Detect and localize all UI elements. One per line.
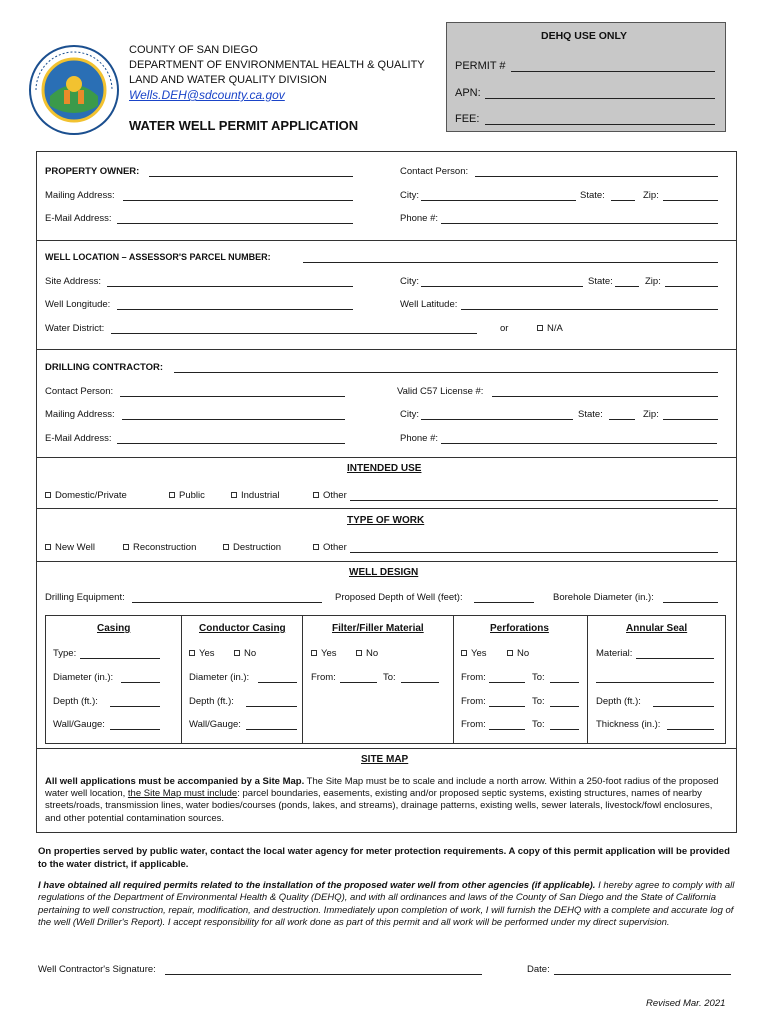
proposed-depth-field[interactable] bbox=[474, 602, 534, 603]
license-label: Valid C57 License #: bbox=[397, 386, 484, 397]
site-state-field[interactable] bbox=[615, 286, 639, 287]
dehq-use-only-box bbox=[446, 22, 726, 132]
owner-mailing-field[interactable] bbox=[123, 200, 353, 201]
owner-phone-field[interactable] bbox=[441, 223, 718, 224]
divider bbox=[36, 349, 737, 350]
filter-no-label: No bbox=[366, 648, 379, 659]
property-owner-label: PROPERTY OWNER: bbox=[45, 166, 140, 177]
proposed-depth-label: Proposed Depth of Well (feet): bbox=[335, 592, 463, 603]
site-city-field[interactable] bbox=[421, 286, 583, 287]
department-name: DEPARTMENT OF ENVIRONMENTAL HEALTH & QUALITY bbox=[129, 59, 425, 71]
annular-thickness-field[interactable] bbox=[667, 729, 714, 730]
permit-label: PERMIT # bbox=[455, 60, 506, 72]
conductor-yes-checkbox[interactable] bbox=[189, 648, 215, 659]
longitude-label: Well Longitude: bbox=[45, 299, 111, 310]
site-map-text-2: : parcel boundaries, easements, existing and/or proposed septic systems, existing structures, names of nearby streets/roads, transmission lines, water bodies/courses (ponds, lakes, and streams), drainage patterns, existing wells, sewer laterals, livestock/fowl enclosures, and other potential contamination sources. bbox=[45, 788, 713, 824]
intended-use-title: INTENDED USE bbox=[347, 463, 422, 474]
public-checkbox[interactable] bbox=[169, 490, 205, 501]
owner-email-label: E-Mail Address: bbox=[45, 213, 112, 224]
owner-city-field[interactable] bbox=[421, 200, 576, 201]
contractor-email-field[interactable] bbox=[117, 443, 345, 444]
annular-depth-field[interactable] bbox=[653, 706, 714, 707]
perf-no-label: No bbox=[517, 648, 530, 659]
owner-phone-label: Phone #: bbox=[400, 213, 439, 224]
owner-email-field[interactable] bbox=[117, 223, 353, 224]
checkbox-icon bbox=[45, 492, 51, 498]
perf-from-field-2[interactable] bbox=[489, 706, 525, 707]
contractor-city-field[interactable] bbox=[421, 419, 573, 420]
checkbox-icon bbox=[169, 492, 175, 498]
destruction-label: Destruction bbox=[233, 542, 282, 553]
attestation-lead: I have obtained all required permits related to the installation of the proposed water well from other agencies (if applicable). bbox=[38, 880, 596, 891]
destruction-checkbox[interactable] bbox=[223, 542, 281, 553]
conductor-depth-label: Depth (ft.): bbox=[189, 696, 234, 707]
contractor-contact-label: Contact Person: bbox=[45, 386, 114, 397]
checkbox-icon bbox=[123, 544, 129, 550]
drilling-equipment-field[interactable] bbox=[132, 602, 322, 603]
perf-to-field-3[interactable] bbox=[550, 729, 579, 730]
contractor-mailing-field[interactable] bbox=[122, 419, 345, 420]
property-owner-field[interactable] bbox=[149, 176, 353, 177]
owner-zip-field[interactable] bbox=[663, 200, 718, 201]
license-field[interactable] bbox=[492, 396, 718, 397]
owner-contact-field[interactable] bbox=[475, 176, 718, 177]
casing-wall-label: Wall/Gauge: bbox=[53, 719, 105, 730]
conductor-no-checkbox[interactable] bbox=[234, 648, 256, 659]
new-well-checkbox[interactable] bbox=[45, 542, 95, 553]
checkbox-icon bbox=[311, 650, 317, 656]
water-district-field[interactable] bbox=[111, 333, 477, 334]
other-use-checkbox[interactable] bbox=[313, 490, 347, 501]
contractor-state-label: State: bbox=[578, 409, 603, 420]
annular-thickness-label: Thickness (in.): bbox=[596, 719, 661, 730]
filter-yes-label: Yes bbox=[321, 648, 337, 659]
revision-date: Revised Mar. 2021 bbox=[646, 998, 726, 1009]
fee-field[interactable] bbox=[485, 124, 715, 125]
annular-material-field[interactable] bbox=[636, 658, 714, 659]
water-district-label: Water District: bbox=[45, 323, 105, 334]
conductor-diameter-label: Diameter (in.): bbox=[189, 672, 250, 683]
site-map-lead: All well applications must be accompanied by a Site Map. bbox=[45, 776, 305, 787]
reconstruction-checkbox[interactable] bbox=[123, 542, 196, 553]
conductor-wall-label: Wall/Gauge: bbox=[189, 719, 241, 730]
divider bbox=[36, 561, 737, 562]
na-label: N/A bbox=[547, 323, 563, 334]
attestation-paragraph bbox=[38, 880, 738, 930]
fee-label: FEE: bbox=[455, 113, 480, 125]
conductor-depth-field[interactable] bbox=[246, 706, 297, 707]
parcel-number-field[interactable] bbox=[303, 262, 718, 263]
divider bbox=[36, 457, 737, 458]
perf-yes-checkbox[interactable] bbox=[461, 648, 487, 659]
site-map-paragraph bbox=[45, 776, 725, 825]
divider bbox=[36, 240, 737, 241]
checkbox-icon bbox=[537, 325, 543, 331]
or-label: or bbox=[500, 323, 509, 334]
contractor-state-field[interactable] bbox=[609, 419, 635, 420]
apn-label: APN: bbox=[455, 87, 481, 99]
form-title: WATER WELL PERMIT APPLICATION bbox=[129, 118, 359, 133]
site-zip-field[interactable] bbox=[665, 286, 718, 287]
other-work-field[interactable] bbox=[350, 552, 718, 553]
annular-material-label: Material: bbox=[596, 648, 633, 659]
contractor-contact-field[interactable] bbox=[120, 396, 345, 397]
owner-zip-label: Zip: bbox=[643, 190, 659, 201]
attestation-text: I hereby agree to comply with all regulations of the Department of Environmental Health & Quality (DEHQ), and with all ordinances and laws of the County of San Diego and the State of California pertaining to well construction, repair, modification, and destruction. Immediately upon completion of work, I will furnish the DEHQ with a complete and accurate log of the well (Well Driller's Report). I accept responsibility for all work done as part of this permit and all work will be performed under my direct supervision. bbox=[38, 880, 735, 929]
perf-from-label-1: From: bbox=[461, 672, 486, 683]
borehole-diameter-label: Borehole Diameter (in.): bbox=[553, 592, 654, 603]
contractor-email-label: E-Mail Address: bbox=[45, 433, 112, 444]
borehole-diameter-field[interactable] bbox=[663, 602, 718, 603]
casing-wall-field[interactable] bbox=[110, 729, 160, 730]
public-label: Public bbox=[179, 490, 205, 501]
conductor-diameter-field[interactable] bbox=[258, 682, 297, 683]
filter-to-field[interactable] bbox=[401, 682, 439, 683]
divider bbox=[36, 748, 737, 749]
contractor-city-label: City: bbox=[400, 409, 419, 420]
industrial-checkbox[interactable] bbox=[231, 490, 280, 501]
contractor-phone-field[interactable] bbox=[441, 443, 717, 444]
perf-to-field-2[interactable] bbox=[550, 706, 579, 707]
permit-field[interactable] bbox=[511, 71, 715, 72]
casing-diameter-field[interactable] bbox=[121, 682, 160, 683]
filter-from-field[interactable] bbox=[340, 682, 377, 683]
site-address-field[interactable] bbox=[107, 286, 353, 287]
checkbox-icon bbox=[45, 544, 51, 550]
other-use-label: Other bbox=[323, 490, 347, 501]
owner-state-label: State: bbox=[580, 190, 605, 201]
perf-to-label-2: To: bbox=[532, 696, 545, 707]
annular-depth-label: Depth (ft.): bbox=[596, 696, 641, 707]
contractor-zip-label: Zip: bbox=[643, 409, 659, 420]
filter-from-label: From: bbox=[311, 672, 336, 683]
apn-field[interactable] bbox=[485, 98, 715, 99]
signature-field[interactable] bbox=[165, 974, 482, 975]
agency-name: COUNTY OF SAN DIEGO bbox=[129, 44, 258, 56]
perf-to-field-1[interactable] bbox=[550, 682, 579, 683]
drilling-contractor-field[interactable] bbox=[174, 372, 718, 373]
site-map-text-1: The Site Map must be to scale and include a north arrow. Within a 250-foot radius of the proposed water well location, bbox=[45, 776, 719, 800]
site-zip-label: Zip: bbox=[645, 276, 661, 287]
checkbox-icon bbox=[234, 650, 240, 656]
col-casing: Casing bbox=[97, 623, 131, 634]
checkbox-icon bbox=[507, 650, 513, 656]
latitude-field[interactable] bbox=[461, 309, 718, 310]
col-perforations: Perforations bbox=[490, 623, 549, 634]
longitude-field[interactable] bbox=[117, 309, 353, 310]
casing-diameter-label: Diameter (in.): bbox=[53, 672, 114, 683]
site-address-label: Site Address: bbox=[45, 276, 101, 287]
casing-type-field[interactable] bbox=[80, 658, 160, 659]
domestic-checkbox[interactable] bbox=[45, 490, 127, 501]
county-seal-logo bbox=[28, 44, 120, 136]
reconstruction-label: Reconstruction bbox=[133, 542, 197, 553]
conductor-wall-field[interactable] bbox=[246, 729, 297, 730]
type-of-work-title: TYPE OF WORK bbox=[347, 515, 425, 526]
perf-from-label-3: From: bbox=[461, 719, 486, 730]
checkbox-icon bbox=[231, 492, 237, 498]
perf-from-field-3[interactable] bbox=[489, 729, 525, 730]
public-water-notice: On properties served by public water, contact the local water agency for meter protection requirements. A copy of this permit application will be provided to the water district, if applicable. bbox=[38, 846, 730, 870]
site-state-label: State: bbox=[588, 276, 613, 287]
col-filter-material: Filter/Filler Material bbox=[332, 623, 424, 634]
checkbox-icon bbox=[313, 544, 319, 550]
owner-contact-label: Contact Person: bbox=[400, 166, 469, 177]
checkbox-icon bbox=[223, 544, 229, 550]
domestic-label: Domestic/Private bbox=[55, 490, 127, 501]
signature-label: Well Contractor's Signature: bbox=[38, 964, 156, 975]
date-field[interactable] bbox=[554, 974, 731, 975]
drilling-contractor-label: DRILLING CONTRACTOR: bbox=[45, 362, 164, 373]
other-work-checkbox[interactable] bbox=[313, 542, 347, 553]
na-checkbox[interactable] bbox=[537, 323, 563, 334]
col-conductor-casing: Conductor Casing bbox=[199, 623, 286, 634]
filter-no-checkbox[interactable] bbox=[356, 648, 378, 659]
contractor-phone-label: Phone #: bbox=[400, 433, 439, 444]
industrial-label: Industrial bbox=[241, 490, 280, 501]
site-city-label: City: bbox=[400, 276, 419, 287]
conductor-no-label: No bbox=[244, 648, 257, 659]
casing-type-label: Type: bbox=[53, 648, 77, 659]
divider bbox=[36, 508, 737, 509]
other-use-field[interactable] bbox=[350, 500, 718, 501]
perf-no-checkbox[interactable] bbox=[507, 648, 529, 659]
perf-from-field-1[interactable] bbox=[489, 682, 525, 683]
other-work-label: Other bbox=[323, 542, 347, 553]
dehq-use-only-title: DEHQ USE ONLY bbox=[541, 30, 627, 42]
annular-material-field-2[interactable] bbox=[596, 682, 714, 683]
well-location-label: WELL LOCATION – ASSESSOR'S PARCEL NUMBER: bbox=[45, 252, 271, 262]
conductor-yes-label: Yes bbox=[199, 648, 215, 659]
col-annular-seal: Annular Seal bbox=[626, 623, 688, 634]
site-map-underlined: the Site Map must include bbox=[127, 788, 238, 800]
perf-to-label-1: To: bbox=[532, 672, 545, 683]
owner-state-field[interactable] bbox=[611, 200, 635, 201]
checkbox-icon bbox=[356, 650, 362, 656]
contractor-mailing-label: Mailing Address: bbox=[45, 409, 115, 420]
drilling-equipment-label: Drilling Equipment: bbox=[45, 592, 125, 603]
checkbox-icon bbox=[461, 650, 467, 656]
filter-to-label: To: bbox=[383, 672, 396, 683]
casing-depth-field[interactable] bbox=[110, 706, 160, 707]
checkbox-icon bbox=[313, 492, 319, 498]
perf-yes-label: Yes bbox=[471, 648, 487, 659]
perf-from-label-2: From: bbox=[461, 696, 486, 707]
date-label: Date: bbox=[527, 964, 550, 975]
owner-city-label: City: bbox=[400, 190, 419, 201]
contractor-zip-field[interactable] bbox=[663, 419, 718, 420]
site-map-title: SITE MAP bbox=[361, 754, 409, 765]
new-well-label: New Well bbox=[55, 542, 95, 553]
perf-to-label-3: To: bbox=[532, 719, 545, 730]
checkbox-icon bbox=[189, 650, 195, 656]
owner-mailing-label: Mailing Address: bbox=[45, 190, 115, 201]
casing-depth-label: Depth (ft.): bbox=[53, 696, 98, 707]
filter-yes-checkbox[interactable] bbox=[311, 648, 337, 659]
latitude-label: Well Latitude: bbox=[400, 299, 458, 310]
well-design-title: WELL DESIGN bbox=[349, 567, 419, 578]
division-name: LAND AND WATER QUALITY DIVISION bbox=[129, 74, 327, 86]
email-link[interactable]: Wells.DEH@sdcounty.ca.gov bbox=[129, 88, 285, 102]
